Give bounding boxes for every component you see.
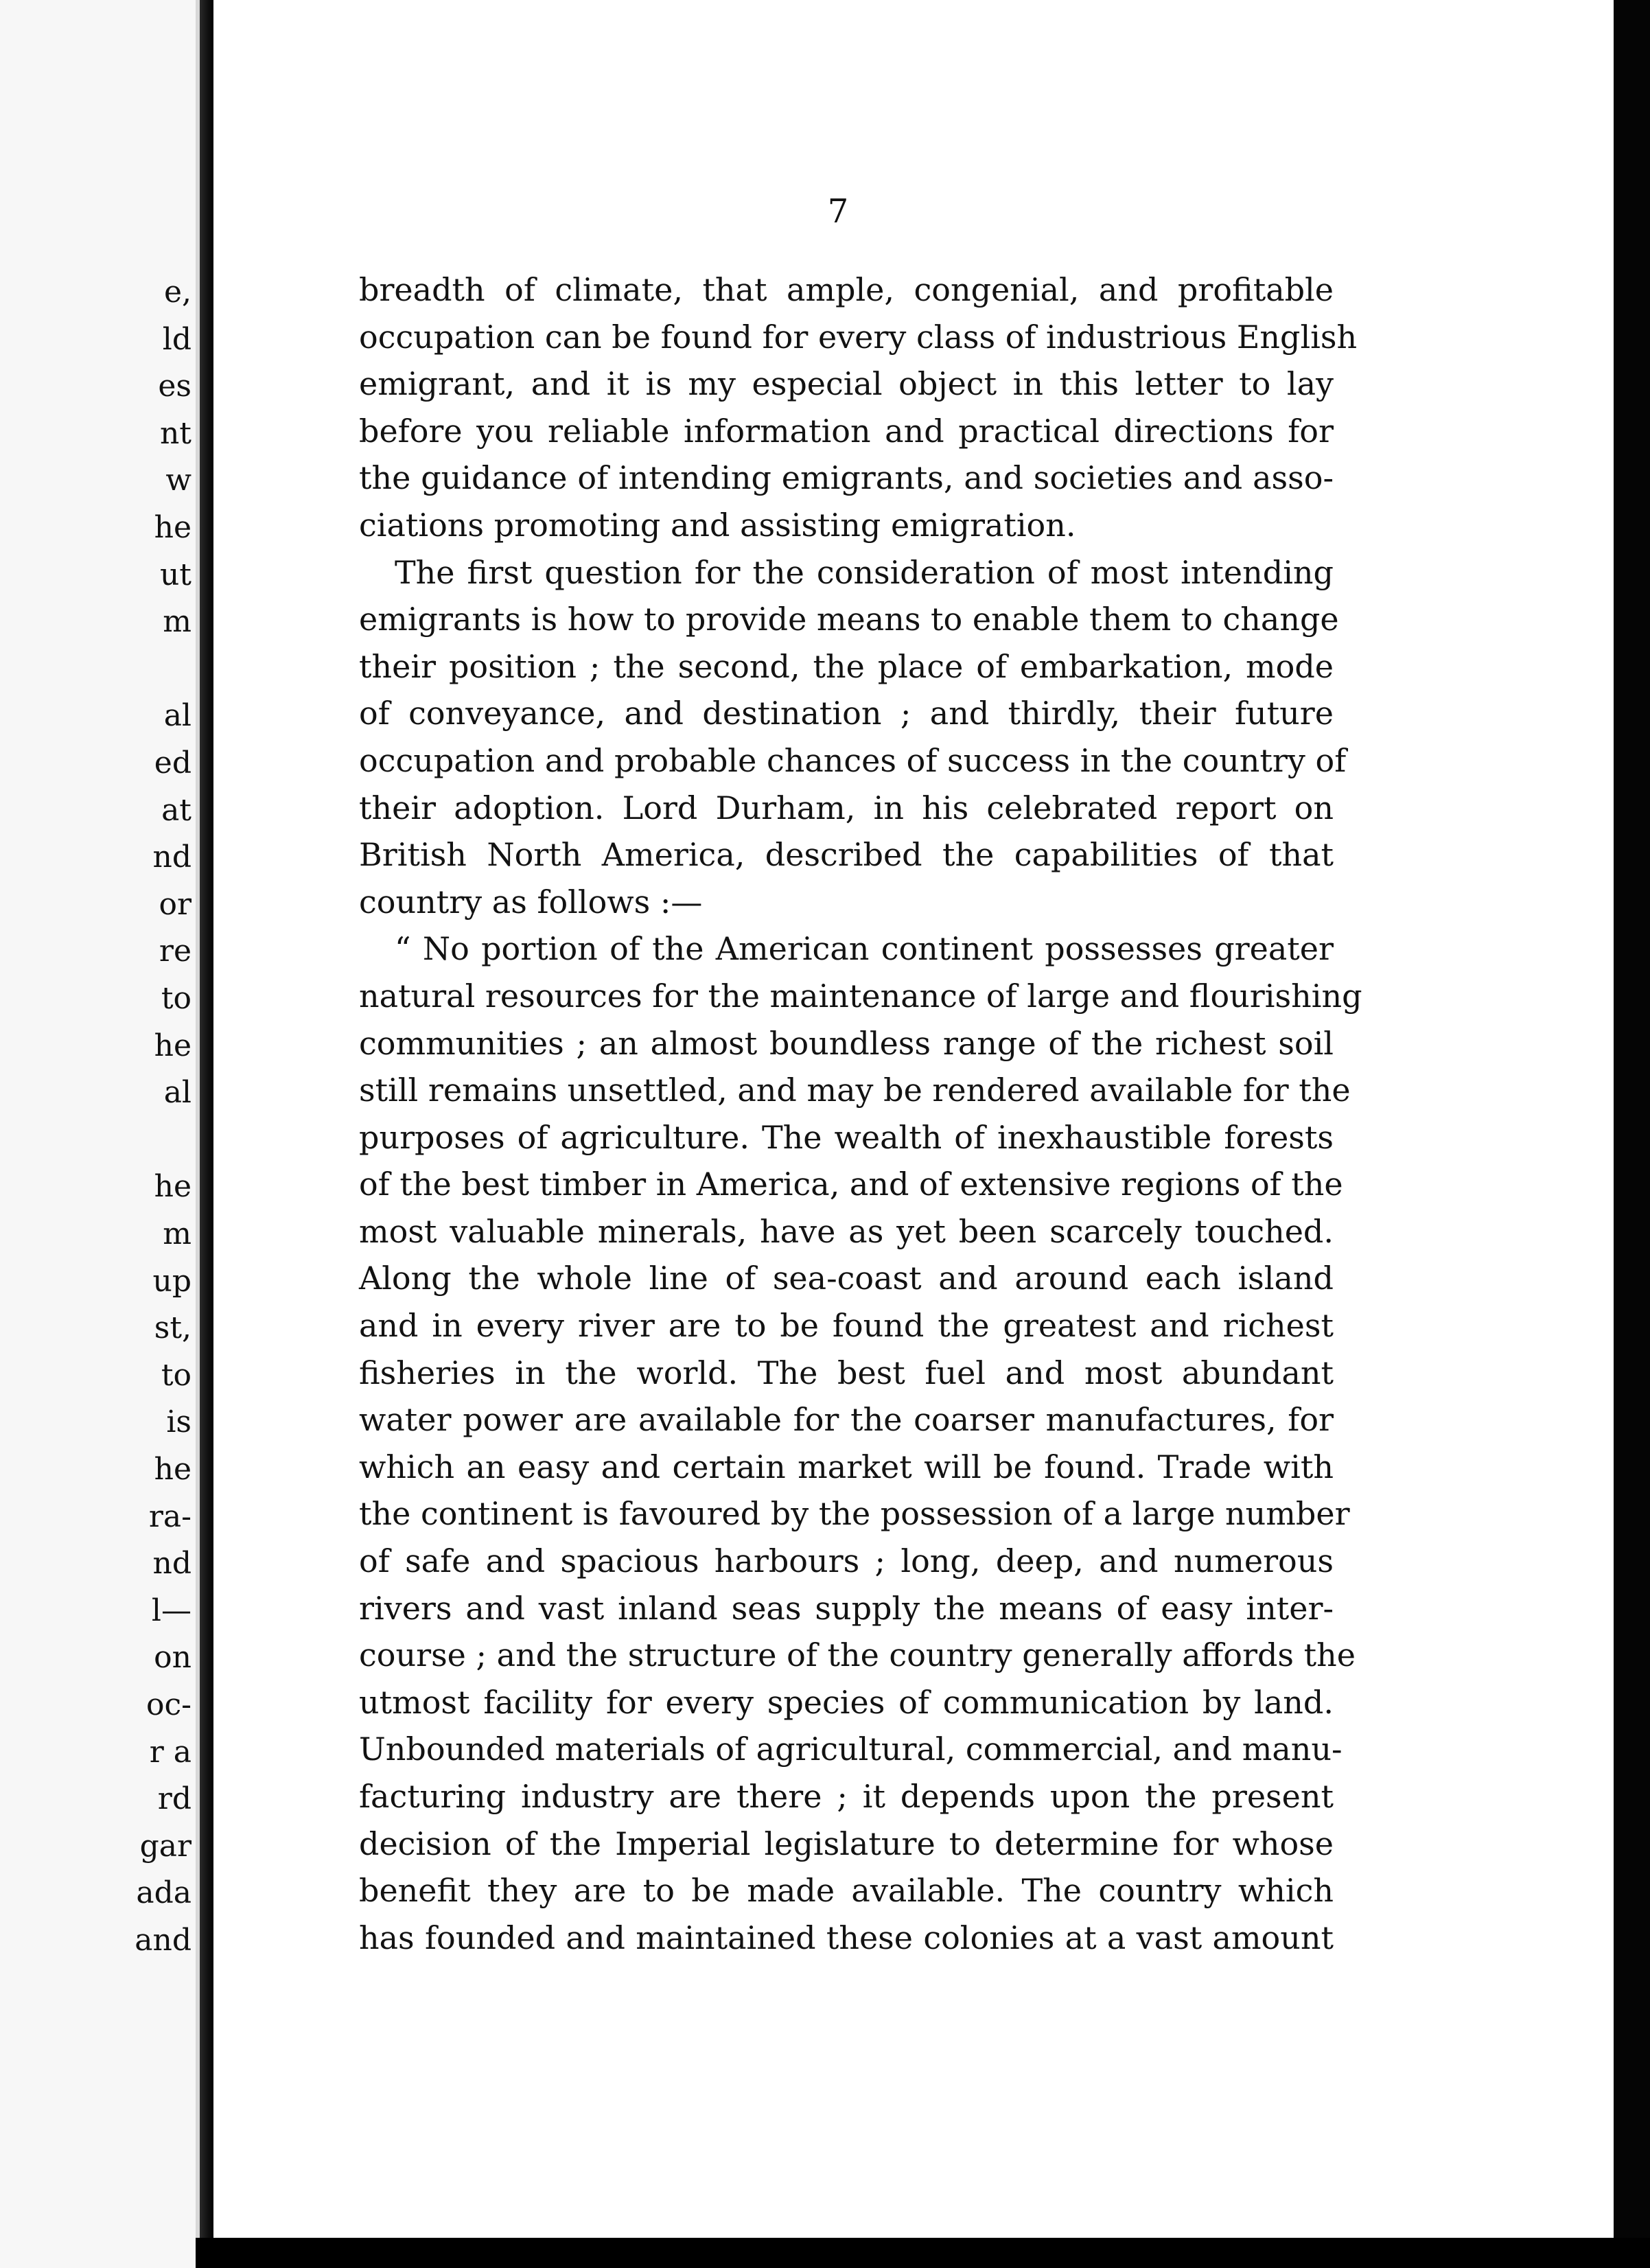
text-line: course ; and the structure of the country generally affords the — [359, 1636, 1356, 1674]
left-page-fragment: or — [159, 886, 191, 922]
left-page-fragment: ut — [159, 557, 191, 592]
text-line: still remains unsettled, and may be rendered available for the — [359, 1072, 1351, 1109]
text-line: of the best timber in America, and of extensive regions of the — [359, 1166, 1343, 1203]
scan-border-bottom — [196, 2238, 1650, 2268]
text-line: their adoption. Lord Durham, in his celebrated report on — [359, 789, 1334, 826]
text-line: The first question for the consideration of most intending — [395, 553, 1334, 591]
left-page-fragment: re — [159, 934, 191, 969]
text-line: which an easy and certain market will be found. Trade with — [359, 1448, 1334, 1485]
text-line: ciations promoting and assisting emigration. — [359, 506, 1076, 544]
text-line: breadth of climate, that ample, congenial, and profitable — [359, 271, 1334, 308]
text-line: “ No portion of the American continent possesses greater — [395, 930, 1334, 968]
text-line: emigrants is how to provide means to enable them to change — [359, 601, 1339, 638]
text-line: decision of the Imperial legislature to determine for whose — [359, 1825, 1334, 1862]
left-page-fragment: nt — [159, 415, 191, 451]
left-page-fragment: e, — [163, 275, 191, 310]
left-page-fragment: m — [163, 1216, 191, 1251]
text-line: utmost facility for every species of communication by land. — [359, 1683, 1334, 1721]
text-line: natural resources for the maintenance of large and flourishing — [359, 977, 1362, 1015]
left-page-fragment: and — [135, 1923, 191, 1958]
left-page-fragment: al — [163, 1075, 191, 1111]
text-line: British North America, described the capabilities of that — [359, 836, 1334, 874]
text-line: occupation and probable chances of success in the country of — [359, 741, 1347, 779]
left-page-fragment: he — [154, 1028, 191, 1063]
text-line: of conveyance, and destination ; and thirdly, their future — [359, 695, 1334, 732]
left-page-fragment: ra- — [148, 1498, 191, 1534]
text-line: occupation can be found for every class of industrious English — [359, 318, 1358, 356]
text-line: of safe and spacious harbours ; long, deep, and numerous — [359, 1542, 1334, 1580]
text-line: facturing industry are there ; it depends upon the present — [359, 1778, 1334, 1815]
left-page-fragment: he — [154, 510, 191, 545]
text-line: emigrant, and it is my especial object in this letter to lay — [359, 365, 1334, 403]
left-page-fragment: ld — [162, 321, 191, 357]
text-line: benefit they are to be made available. The country which — [359, 1872, 1334, 1910]
scan-border — [1614, 0, 1650, 2268]
left-page-fragment: up — [152, 1263, 191, 1299]
text-line: before you reliable information and practical directions for — [359, 412, 1334, 450]
left-page-fragment: l— — [151, 1593, 191, 1628]
text-line: purposes of agriculture. The wealth of inexhaustible forests — [359, 1118, 1334, 1156]
text-line: water power are available for the coarser manufactures, for — [359, 1401, 1334, 1439]
left-page-fragment: he — [154, 1169, 191, 1205]
left-page-fragment: rd — [157, 1781, 191, 1817]
page-number: 7 — [827, 192, 849, 231]
left-page-fragment: nd — [152, 840, 191, 875]
text-line: their position ; the second, the place of embarkation, mode — [359, 647, 1334, 685]
left-page-fragment: oc- — [146, 1687, 191, 1722]
left-page-fragment: at — [161, 792, 191, 828]
left-page-fragment: is — [166, 1404, 191, 1440]
left-facing-page — [0, 0, 200, 2268]
left-page-fragment: st, — [154, 1310, 191, 1346]
text-line: rivers and vast inland seas supply the means of easy inter- — [359, 1589, 1334, 1627]
text-line: communities ; an almost boundless range of the richest soil — [359, 1024, 1334, 1062]
left-page-fragment: w — [165, 463, 191, 498]
text-line: has founded and maintained these colonies at a vast amount — [359, 1919, 1334, 1956]
text-line: the continent is favoured by the possession of a large number — [359, 1495, 1350, 1533]
left-page-fragment: es — [158, 369, 191, 404]
left-page-fragment: to — [161, 981, 191, 1016]
book-page — [213, 0, 1614, 2238]
text-line: country as follows :— — [359, 883, 703, 921]
text-line: Unbounded materials of agricultural, commercial, and manu- — [359, 1731, 1343, 1768]
left-page-fragment: gar — [139, 1828, 191, 1864]
left-page-fragment: ada — [136, 1875, 191, 1911]
left-page-fragment: al — [163, 698, 191, 734]
text-line: Along the whole line of sea-coast and around each island — [359, 1260, 1334, 1297]
left-page-fragment: to — [161, 1357, 191, 1393]
text-line: most valuable minerals, have as yet been scarcely touched. — [359, 1212, 1334, 1250]
left-page-fragment: nd — [152, 1546, 191, 1582]
left-page-fragment: ed — [154, 745, 191, 780]
body-text — [359, 266, 1362, 1961]
left-page-fragment: he — [154, 1452, 191, 1487]
text-line: fisheries in the world. The best fuel and most abundant — [359, 1354, 1334, 1391]
left-page-fragment: m — [163, 604, 191, 640]
left-page-fragment: on — [154, 1640, 191, 1676]
text-line: and in every river are to be found the greatest and richest — [359, 1307, 1334, 1345]
left-page-fragment: r a — [149, 1734, 191, 1770]
text-line: the guidance of intending emigrants, and societies and asso- — [359, 459, 1334, 497]
book-gutter — [200, 0, 213, 2268]
